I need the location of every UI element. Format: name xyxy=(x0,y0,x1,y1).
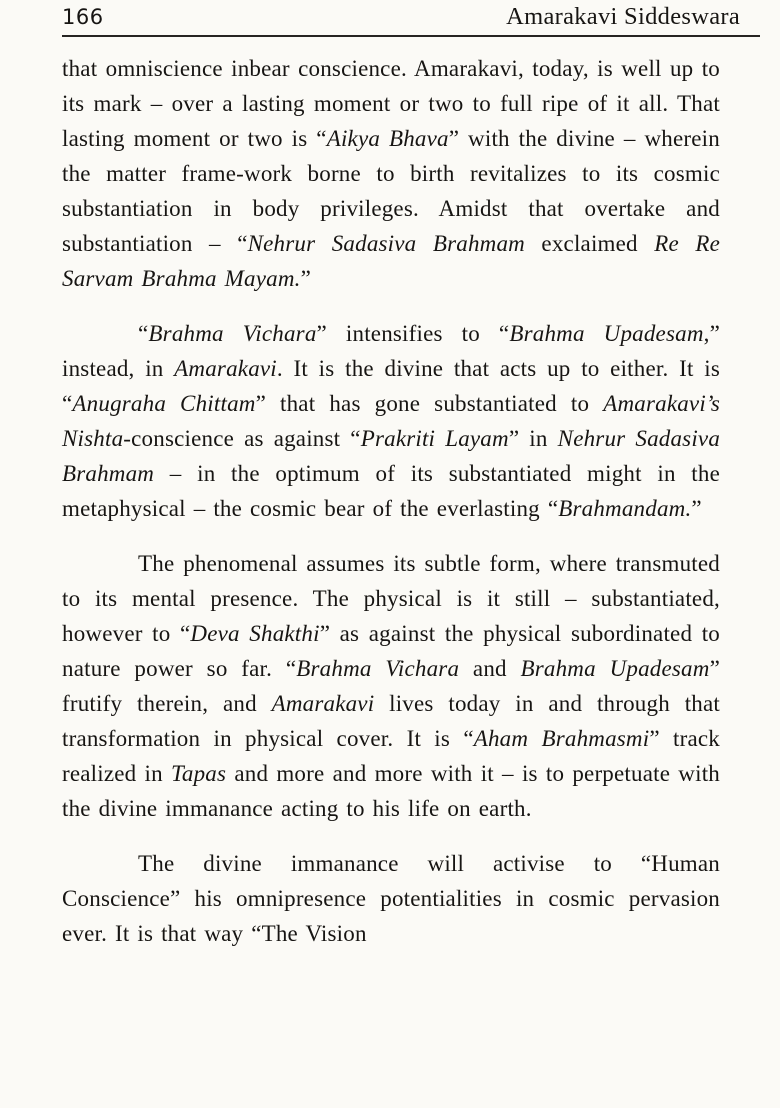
paragraph xyxy=(62,316,720,526)
running-title: Amarakavi Siddeswara xyxy=(506,3,740,30)
italic-phrase: Brahma Upadesam xyxy=(520,656,710,681)
italic-phrase: Brahma Upadesam xyxy=(509,321,704,346)
italic-phrase: Deva Shakthi xyxy=(190,621,320,646)
text-run: “ xyxy=(138,321,149,346)
page-number: 166 xyxy=(62,5,104,29)
page-header xyxy=(62,5,760,37)
paragraph xyxy=(62,846,720,951)
italic-phrase: Anugraha Chittam xyxy=(72,391,256,416)
italic-phrase: Brahma Vichara xyxy=(296,656,460,681)
text-run: and xyxy=(459,656,521,681)
text-run: conscience as against “ xyxy=(131,426,361,451)
text-run: ” track realized in xyxy=(62,726,720,786)
italic-phrase: Brahmandam. xyxy=(558,496,692,521)
text-run: ” xyxy=(300,266,312,291)
italic-phrase: Amarakavi’s Nishta- xyxy=(62,391,720,451)
text-run: that omniscience inbear conscience. Amarakavi, today, is well up to its mark – over a lasting moment or two to full ripe of it all. That lasting moment or two is “ xyxy=(62,56,720,151)
italic-phrase: Tapas xyxy=(171,761,227,786)
text-run: ” intensifies to “ xyxy=(316,321,510,346)
italic-phrase: Aikya Bhava xyxy=(326,126,449,151)
text-run: and more and more with it – is to perpetuate with the divine immanance acting to his life on earth. xyxy=(62,761,720,821)
paragraph xyxy=(62,51,720,296)
italic-phrase: Nehrur Sadasiva Brahmam xyxy=(62,426,721,486)
text-run: lives today in and through that transformation in physical cover. It is “ xyxy=(62,691,721,751)
italic-phrase: Aham Brahmasmi xyxy=(473,726,650,751)
page-body xyxy=(62,37,720,951)
text-run: The phenomenal assumes its subtle form, where transmuted to its mental presence. The physical is it still – substantiated, however to “ xyxy=(62,551,720,646)
text-run: ” as against the physical subordinated to nature power so far. “ xyxy=(62,621,720,681)
italic-phrase: Re Re Sarvam Brahma Mayam. xyxy=(62,231,720,291)
text-run: ” frutify therein, and xyxy=(62,656,720,716)
italic-phrase: Nehrur Sadasiva Brahmam xyxy=(247,231,525,256)
italic-phrase: Amarakavi xyxy=(271,691,375,716)
italic-phrase: Brahma Vichara xyxy=(148,321,317,346)
italic-phrase: Prakriti Layam xyxy=(360,426,509,451)
text-run: ” in xyxy=(508,426,558,451)
text-run: ” that has gone substantiated to xyxy=(255,391,604,416)
text-run: exclaimed xyxy=(524,231,655,256)
text-run: ,” instead, in xyxy=(62,321,720,381)
italic-phrase: Amarakavi xyxy=(174,356,277,381)
text-run: – in the optimum of its substantiated might in the metaphysical – the cosmic bear of the everlasting “ xyxy=(62,461,720,521)
text-run: ” with the divine – wherein the matter frame-work borne to birth revitalizes to its cosmic substantiation in body privileges. Amidst that overtake and substantiation – “ xyxy=(62,126,720,256)
text-run: ” xyxy=(691,496,702,521)
paragraph xyxy=(62,546,720,826)
text-run: . It is the divine that acts up to either. It is “ xyxy=(62,356,720,416)
text-run: The divine immanance will activise to “Human Conscience” his omnipresence potentialities in cosmic pervasion ever. It is that way “The Vision xyxy=(62,851,720,946)
